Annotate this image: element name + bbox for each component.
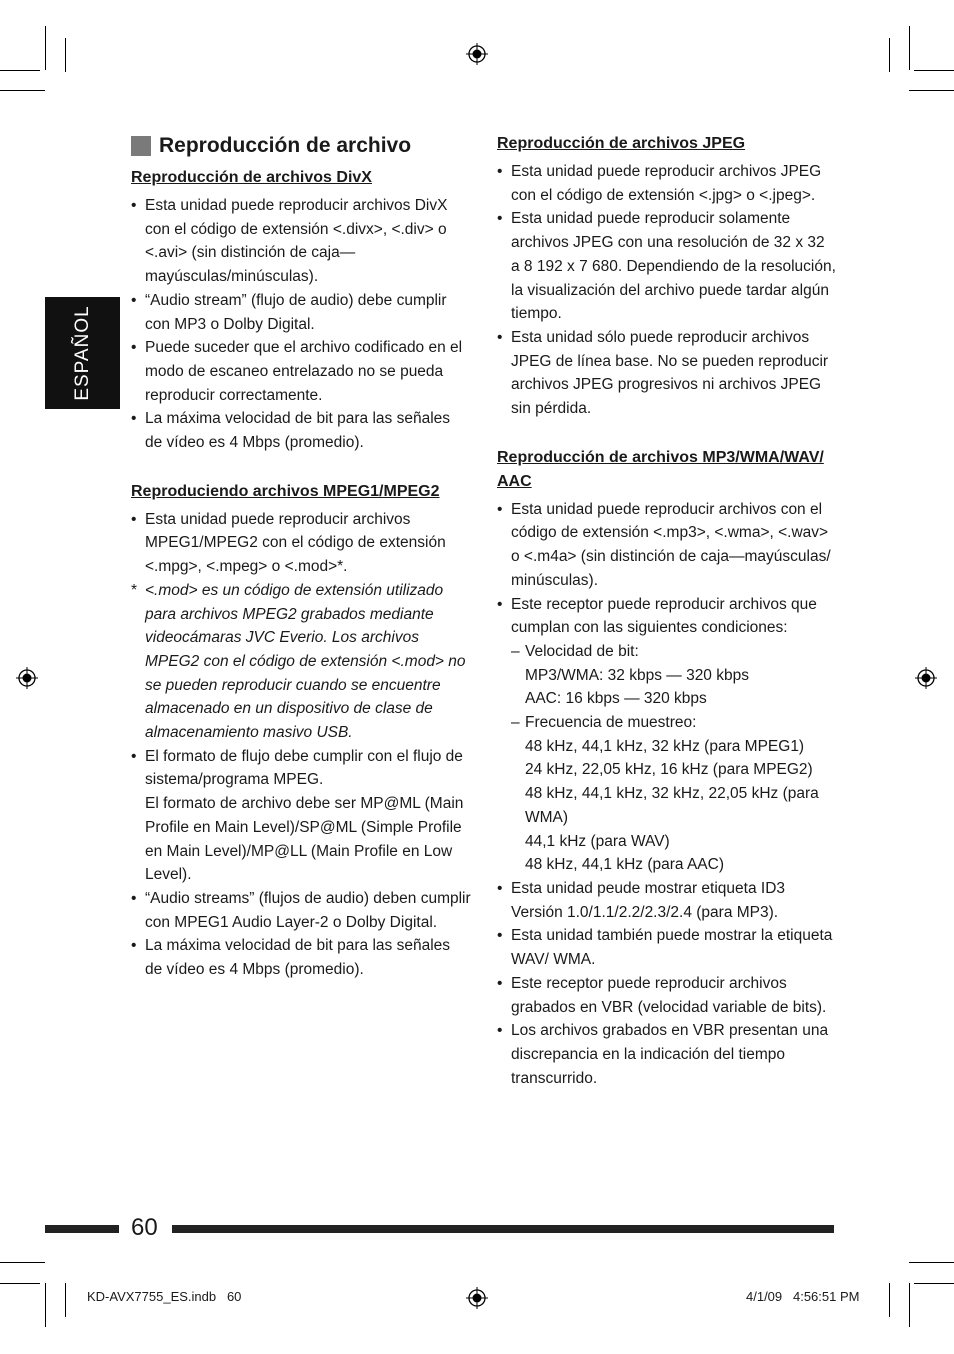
list-item: • Esta unidad peude mostrar etiqueta ID3 Versión 1.0/1.1/2.2/2.3/2.4 (para MP3). bbox=[497, 877, 837, 924]
section-square-icon bbox=[131, 136, 151, 156]
footer-date: 4/1/09 4:56:51 PM bbox=[746, 1289, 860, 1304]
list-item: • Esta unidad puede reproducir archivos JPEG con el código de extensión <.jpg> o <.jpeg>. bbox=[497, 160, 837, 207]
registration-mark-icon bbox=[915, 667, 937, 689]
crop-mark bbox=[0, 1262, 45, 1263]
list-item: • Este receptor puede reproducir archivos que cumplan con las siguientes condiciones: bbox=[497, 593, 837, 640]
spec-line: 44,1 kHz (para WAV) bbox=[525, 832, 670, 850]
section-title-text: Reproducción de archivo bbox=[159, 134, 412, 157]
right-column bbox=[497, 132, 837, 1090]
crop-mark bbox=[45, 26, 46, 70]
mpeg-list-cont bbox=[131, 745, 471, 792]
crop-mark bbox=[65, 1283, 66, 1317]
crop-mark bbox=[0, 1283, 40, 1284]
mpeg-list-end bbox=[131, 887, 471, 982]
crop-mark bbox=[889, 38, 890, 72]
crop-mark bbox=[914, 1283, 954, 1284]
spec-line: 24 kHz, 22,05 kHz, 16 kHz (para MPEG2) bbox=[525, 761, 813, 779]
divx-heading: Reproducción de archivos DivX bbox=[131, 169, 372, 186]
mpeg-heading: Reproduciendo archivos MPEG1/MPEG2 bbox=[131, 482, 440, 500]
spec-line: 48 kHz, 44,1 kHz, 32 kHz, 22,05 kHz (para WMA) bbox=[525, 785, 819, 826]
mp3-list-rest bbox=[497, 877, 837, 1090]
list-item: • La máxima velocidad de bit para las señales de vídeo es 4 Mbps (promedio). bbox=[131, 407, 471, 454]
crop-mark bbox=[909, 1283, 910, 1327]
spec-line: 48 kHz, 44,1 kHz, 32 kHz (para MPEG1) bbox=[525, 737, 805, 755]
list-item: • Esta unidad puede reproducir solamente archivos JPEG con una resolución de 32 x 32 a 8 192 x 7 680. Dependiendo de la resolución, la visualización del archivo puede tardar algún tiempo. bbox=[497, 207, 837, 326]
page-bar-left bbox=[45, 1225, 119, 1233]
left-column bbox=[131, 132, 471, 982]
footnote-mark: * bbox=[131, 581, 138, 599]
crop-mark bbox=[889, 1283, 890, 1317]
registration-mark-icon bbox=[466, 1287, 488, 1309]
jpeg-heading: Reproducción de archivos JPEG bbox=[497, 135, 746, 152]
list-item: • Puede suceder que el archivo codificado en el modo de escaneo entrelazado no se pueda reproducir correctamente. bbox=[131, 336, 471, 407]
list-item: • Esta unidad puede reproducir archivos DivX con el código de extensión <.divx>, <.div> o <.avi> (sin distinción de caja—mayúsculas/minúsculas). bbox=[131, 194, 471, 289]
list-item: • Los archivos grabados en VBR presentan una discrepancia en la indicación del tiempo transcurrido. bbox=[497, 1019, 837, 1090]
spec-line: 48 kHz, 44,1 kHz (para AAC) bbox=[525, 856, 724, 874]
divx-list bbox=[131, 194, 471, 455]
list-item: • Esta unidad sólo puede reproducir archivos JPEG de línea base. No se pueden reproducir archivos JPEG progresivos ni archivos JPEG sin pérdida. bbox=[497, 326, 837, 421]
registration-mark-icon bbox=[16, 667, 38, 689]
footer-file: KD-AVX7755_ES.indb 60 bbox=[87, 1289, 242, 1304]
dash-item-label: Velocidad de bit: bbox=[525, 642, 639, 660]
mpeg-list bbox=[131, 508, 471, 579]
crop-mark bbox=[45, 1283, 46, 1327]
crop-mark bbox=[909, 90, 954, 91]
spec-line: MP3/WMA: 32 kbps — 320 kbps bbox=[525, 666, 749, 684]
list-item: • Esta unidad puede reproducir archivos MPEG1/MPEG2 con el código de extensión <.mpg>, <.mpeg> o <.mod>*. bbox=[131, 508, 471, 579]
crop-mark bbox=[909, 26, 910, 70]
list-item: • “Audio stream” (flujo de audio) debe cumplir con MP3 o Dolby Digital. bbox=[131, 289, 471, 336]
list-item: • La máxima velocidad de bit para las señales de vídeo es 4 Mbps (promedio). bbox=[131, 934, 471, 981]
section-title bbox=[131, 132, 471, 160]
page-bar-right bbox=[172, 1225, 834, 1233]
list-item: • Este receptor puede reproducir archivos grabados en VBR (velocidad variable de bits). bbox=[497, 972, 837, 1019]
crop-mark bbox=[914, 70, 954, 71]
crop-mark bbox=[0, 90, 45, 91]
crop-mark bbox=[65, 38, 66, 72]
mp3-heading: Reproducción de archivos MP3/WMA/WAV/ AAC bbox=[497, 448, 824, 490]
list-item: • “Audio streams” (flujos de audio) deben cumplir con MPEG1 Audio Layer-2 o Dolby Digital. bbox=[131, 887, 471, 934]
dash-item bbox=[497, 640, 837, 664]
footnote bbox=[131, 579, 471, 745]
language-tab bbox=[45, 297, 120, 409]
list-item-continuation: El formato de archivo debe ser MP@ML (Main Profile en Main Level)/SP@ML (Simple Profile en Main Level)/MP@LL (Main Profile en Low Level). bbox=[145, 795, 464, 884]
page-number: 60 bbox=[131, 1214, 158, 1241]
crop-mark bbox=[909, 1262, 954, 1263]
mp3-list bbox=[497, 498, 837, 640]
dash-item bbox=[497, 711, 837, 735]
dash-mark: – bbox=[511, 642, 520, 660]
footnote-text: <.mod> es un código de extensión utilizado para archivos MPEG2 grabados mediante videocámaras JVC Everio. Los archivos MPEG2 con el código de extensión <.mod> no se pueden reproducir cuando se encuentre almacenado en un dispositivo de clase de almacenamiento masivo USB. bbox=[145, 581, 466, 742]
language-tab-label: ESPAÑOL bbox=[71, 305, 93, 401]
dash-mark: – bbox=[511, 714, 520, 732]
list-item: • Esta unidad puede reproducir archivos con el código de extensión <.mp3>, <.wma>, <.wav> o <.m4a> (sin distinción de caja—mayúsculas/ minúsculas). bbox=[497, 498, 837, 593]
dash-item-label: Frecuencia de muestreo: bbox=[525, 714, 697, 732]
registration-mark-icon bbox=[466, 43, 488, 65]
list-item: • El formato de flujo debe cumplir con el flujo de sistema/programa MPEG. bbox=[131, 745, 471, 792]
jpeg-list bbox=[497, 160, 837, 421]
spec-line: AAC: 16 kbps — 320 kbps bbox=[525, 690, 707, 708]
list-item: • Esta unidad también puede mostrar la etiqueta WAV/ WMA. bbox=[497, 924, 837, 971]
crop-mark bbox=[0, 70, 40, 71]
